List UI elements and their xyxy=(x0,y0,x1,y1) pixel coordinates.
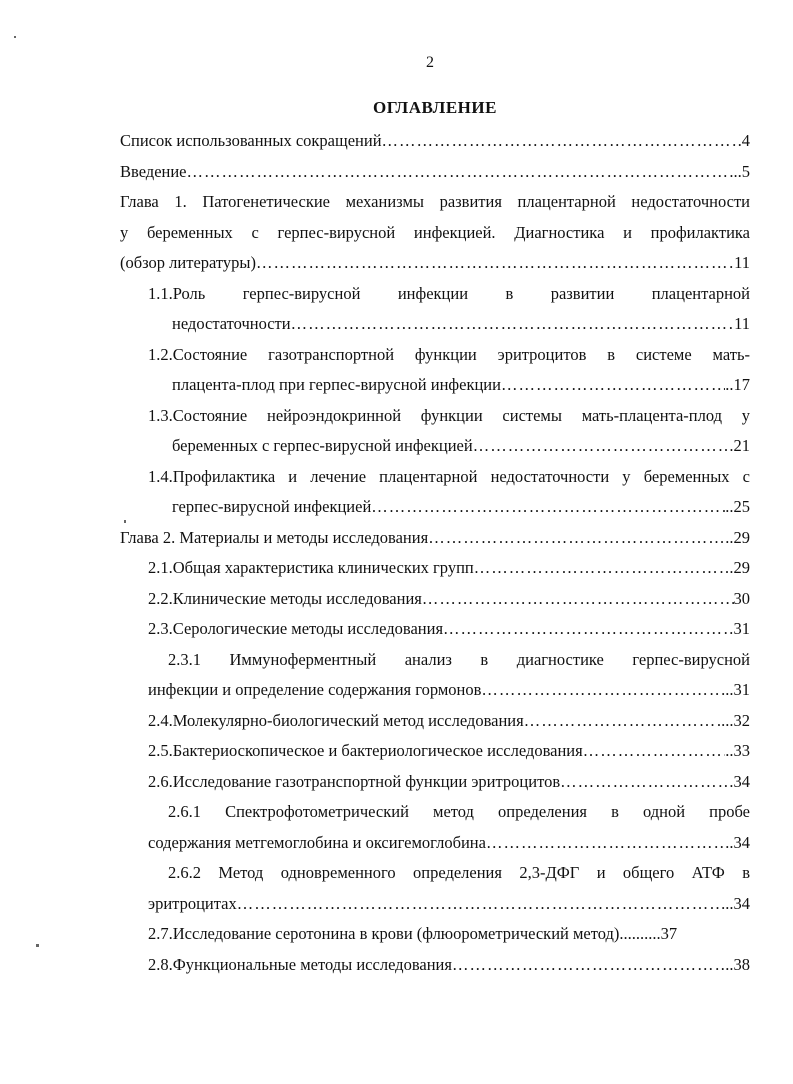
toc-entry-text: беременных с герпес-вирусной инфекцией xyxy=(172,436,473,455)
toc-entry-text: инфекции и определение содержания гормонов xyxy=(148,680,482,699)
toc-entry-1-2-line-2[interactable] xyxy=(120,370,750,401)
toc-entry-2-8[interactable] xyxy=(120,950,750,981)
toc-entry-1-4-line-1[interactable]: 1.4.Профилактика и лечение плацентарной недостаточности у беременных с xyxy=(148,466,750,486)
toc-entry-1-2-line-1[interactable]: 1.2.Состояние газотранспортной функции эритроцитов в системе мать- xyxy=(148,344,750,364)
toc-page-number: 31 xyxy=(733,619,750,638)
toc-entry-2-6[interactable] xyxy=(120,767,750,798)
toc-page-number: 34 xyxy=(733,771,750,791)
toc-page-number: .21 xyxy=(729,436,750,455)
toc-entry-text: эритроцитах xyxy=(148,893,237,913)
toc-entry-chapter-1-line-2[interactable]: у беременных с герпес-вирусной инфекцией. Диагностика и профилактика xyxy=(120,222,750,242)
leader-dots xyxy=(486,828,729,859)
leader-dots xyxy=(501,370,725,401)
toc-entry-text: 2.8.Функциональные методы исследования xyxy=(148,954,452,974)
scan-speck xyxy=(14,36,16,38)
toc-page-number: ..38 xyxy=(725,954,750,974)
toc-entry-2-7[interactable] xyxy=(120,919,750,950)
leader-dots xyxy=(560,767,733,798)
toc-page-number: ..........37 xyxy=(619,924,678,943)
toc-page-number: 30 xyxy=(733,588,750,608)
toc-entry-2-3-1-line-2[interactable] xyxy=(120,675,750,706)
toc-page-number: .29 xyxy=(729,558,750,577)
toc-title: ОГЛАВЛЕНИЕ xyxy=(373,98,497,117)
toc-entry-2-4[interactable] xyxy=(120,706,750,737)
toc-entry-2-3-1-line-1[interactable]: 2.3.1 Иммуноферментный анализ в диагностике герпес-вирусной xyxy=(168,649,750,669)
toc-page-number: ...32 xyxy=(721,710,750,730)
toc-entry-text: плацента-плод при герпес-вирусной инфекции xyxy=(172,375,501,394)
toc-entry-2-5[interactable] xyxy=(120,736,750,767)
leader-dots xyxy=(481,675,721,706)
leader-dots xyxy=(443,614,733,645)
toc-entry-2-3[interactable] xyxy=(120,614,750,645)
toc-entry-2-6-2-line-2[interactable] xyxy=(120,889,750,920)
toc-page-number: 4 xyxy=(741,131,750,150)
toc-entry-text: Список использованных сокращений xyxy=(120,131,382,150)
page-number: 2 xyxy=(426,54,434,71)
toc-entry-chapter-1-line-1[interactable]: Глава 1. Патогенетические механизмы развития плацентарной недостаточности xyxy=(120,192,750,211)
toc-entry-2-6-1-line-1[interactable]: 2.6.1 Спектрофотометрический метод определения в одной пробе xyxy=(168,802,750,821)
leader-dots xyxy=(187,157,730,188)
toc-entry-2-1[interactable] xyxy=(120,553,750,584)
leader-dots xyxy=(237,889,721,920)
scan-speck xyxy=(124,520,126,523)
toc-entry-text: Глава 2. Материалы и методы исследования xyxy=(120,527,429,547)
toc-entry-2-2[interactable] xyxy=(120,584,750,615)
toc-entry-abbreviations[interactable] xyxy=(120,126,750,157)
leader-dots xyxy=(382,126,742,157)
toc-entry-2-6-2-line-1[interactable]: 2.6.2 Метод одновременного определения 2,3-ДФГ и общего АТФ в xyxy=(168,863,750,882)
leader-dots xyxy=(371,492,725,523)
toc-entry-text: герпес-вирусной инфекцией xyxy=(172,497,372,516)
toc-entry-1-3-line-1[interactable]: 1.3.Состояние нейроэндокринной функции системы мать-плацента-плод у xyxy=(148,405,750,425)
toc-entry-chapter-1-line-3[interactable] xyxy=(120,248,750,279)
toc-page-number: ..25 xyxy=(725,497,750,516)
toc-page-number: ...34 xyxy=(721,893,750,913)
leader-dots xyxy=(291,309,735,340)
leader-dots xyxy=(422,584,734,615)
toc-page-number: ...31 xyxy=(721,680,750,699)
leader-dots xyxy=(452,950,725,981)
toc-entry-text: 2.7.Исследование серотонина в крови (флюорометрический метод) xyxy=(148,924,620,943)
toc-entry-text: 2.5.Бактериоскопическое и бактериологическое исследования xyxy=(148,741,583,760)
leader-dots xyxy=(583,736,726,767)
toc-entry-text: 2.2.Клинические методы исследования xyxy=(148,588,422,608)
toc-entry-1-1-line-1[interactable]: 1.1.Роль герпес-вирусной инфекции в развитии плацентарной xyxy=(148,283,750,303)
toc-page-number: ..17 xyxy=(725,375,750,394)
leader-dots xyxy=(474,553,730,584)
toc-page-number: .34 xyxy=(729,832,750,852)
toc-entry-text: 2.4.Молекулярно-биологический метод исследования xyxy=(148,710,524,730)
toc-page-number: 11 xyxy=(734,314,750,333)
toc-page-number: ..29 xyxy=(725,527,750,547)
toc-entry-text: 2.1.Общая характеристика клинических групп xyxy=(148,558,474,577)
leader-dots xyxy=(256,248,734,279)
leader-dots xyxy=(524,706,721,737)
toc-page-number: ..33 xyxy=(725,741,750,760)
toc-entry-1-1-line-2[interactable] xyxy=(120,309,750,340)
toc-entry-introduction[interactable] xyxy=(120,157,750,188)
toc-entry-1-4-line-2[interactable] xyxy=(120,492,750,523)
toc-entry-text: недостаточности xyxy=(172,314,291,333)
toc-page-number: 11 xyxy=(734,253,750,272)
toc-page-number: ...5 xyxy=(729,161,750,181)
toc-entry-text: Введение xyxy=(120,161,187,181)
scan-speck xyxy=(36,944,39,947)
toc-entry-text: (обзор литературы) xyxy=(120,253,257,272)
table-of-contents xyxy=(120,126,750,980)
leader-dots xyxy=(428,523,725,554)
leader-dots xyxy=(473,431,730,462)
toc-entry-1-3-line-2[interactable] xyxy=(120,431,750,462)
toc-entry-2-6-1-line-2[interactable] xyxy=(120,828,750,859)
toc-entry-chapter-2[interactable] xyxy=(120,523,750,554)
toc-entry-text: 2.6.Исследование газотранспортной функции эритроцитов xyxy=(148,771,561,791)
toc-entry-text: содержания метгемоглобина и оксигемоглобина xyxy=(148,832,486,852)
toc-entry-text: 2.3.Серологические методы исследования xyxy=(148,619,444,638)
